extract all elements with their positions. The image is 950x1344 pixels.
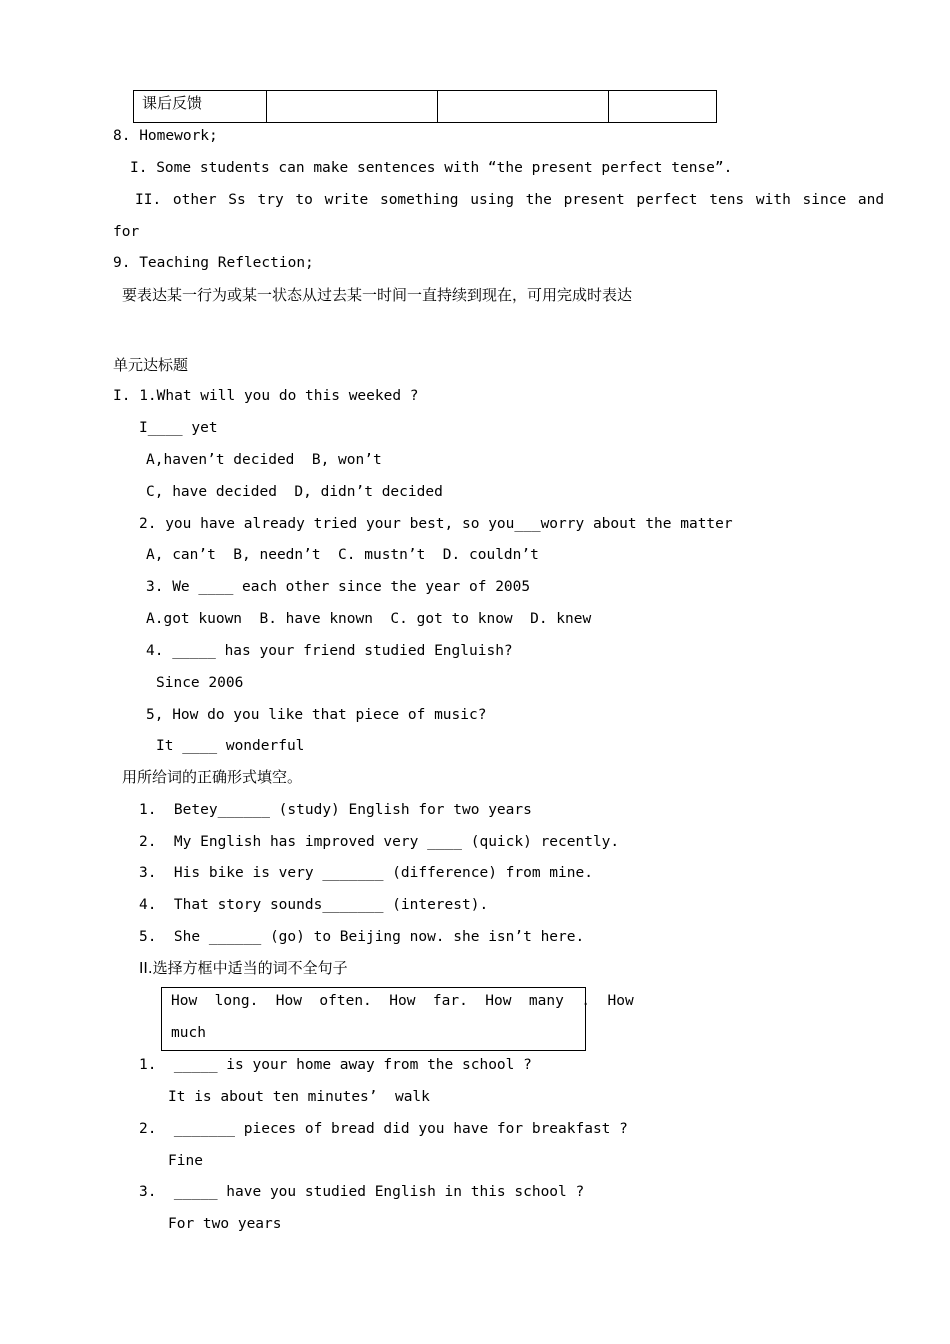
- question-2: 2. you have already tried your best, so you___worry about the matter: [139, 516, 733, 532]
- feedback-empty-cell: [609, 91, 717, 123]
- question-4-answer: Since 2006: [156, 675, 244, 691]
- fill-in-item: 4. That story sounds_______ (interest).: [139, 897, 489, 913]
- section-2-answer-3: For two years: [168, 1216, 282, 1232]
- fill-in-item: 5. She ______ (go) to Beijing now. she isn’t here.: [139, 929, 585, 945]
- question-5: 5, How do you like that piece of music?: [146, 707, 487, 723]
- question-4: 4. _____ has your friend studied Engluish?: [146, 643, 513, 659]
- homework-item-2-cont: for: [113, 224, 140, 240]
- question-1-options-a: A,haven’t decided B, won’t: [146, 452, 382, 468]
- unit-test-title: 单元达标题: [113, 356, 189, 374]
- fill-in-heading: 用所给词的正确形式填空。: [122, 768, 303, 786]
- section-2-question-2: 2. _______ pieces of bread did you have for breakfast ?: [139, 1121, 628, 1137]
- feedback-empty-cell: [267, 91, 438, 123]
- homework-item-2: II. other Ss try to write something using the present perfect tens with since and: [135, 192, 885, 208]
- question-3-options: A.got kuown B. have known C. got to know D. knew: [146, 611, 592, 627]
- feedback-table: [133, 90, 717, 123]
- reflection-text: 要表达某一行为或某一状态从过去某一时间一直持续到现在，可用完成时表达: [122, 286, 633, 304]
- question-1-options-b: C, have decided D, didn’t decided: [146, 484, 443, 500]
- question-3: 3. We ____ each other since the year of 2005: [146, 579, 531, 595]
- question-1-answer: I____ yet: [139, 420, 218, 436]
- question-1: I. 1.What will you do this weeked ?: [113, 388, 419, 404]
- question-5-answer: It ____ wonderful: [156, 738, 305, 754]
- section-2-answer-1: It is about ten minutes’ walk: [168, 1089, 430, 1105]
- feedback-empty-cell: [438, 91, 609, 123]
- feedback-label: 课后反馈: [142, 94, 203, 112]
- fill-in-item: 1. Betey______ (study) English for two years: [139, 802, 532, 818]
- homework-heading: 8. Homework;: [113, 128, 218, 144]
- section-2-question-3: 3. _____ have you studied English in this school ?: [139, 1184, 585, 1200]
- homework-item-1: I. Some students can make sentences with “the present perfect tense”.: [130, 160, 733, 176]
- section-2-answer-2: Fine: [168, 1153, 203, 1169]
- fill-in-item: 3. His bike is very _______ (difference) from mine.: [139, 865, 593, 881]
- reflection-heading: 9. Teaching Reflection;: [113, 255, 314, 271]
- feedback-label-cell: [134, 91, 267, 123]
- word-box-line-1: How long. How often. How far. How many . How: [171, 993, 634, 1009]
- section-2-heading: II.选择方框中适当的词不全句子: [139, 959, 348, 977]
- question-2-options: A, can’t B, needn’t C. mustn’t D. couldn’t: [146, 547, 539, 563]
- word-box-line-2: much: [171, 1025, 206, 1041]
- section-2-question-1: 1. _____ is your home away from the school ?: [139, 1057, 532, 1073]
- fill-in-item: 2. My English has improved very ____ (quick) recently.: [139, 834, 620, 850]
